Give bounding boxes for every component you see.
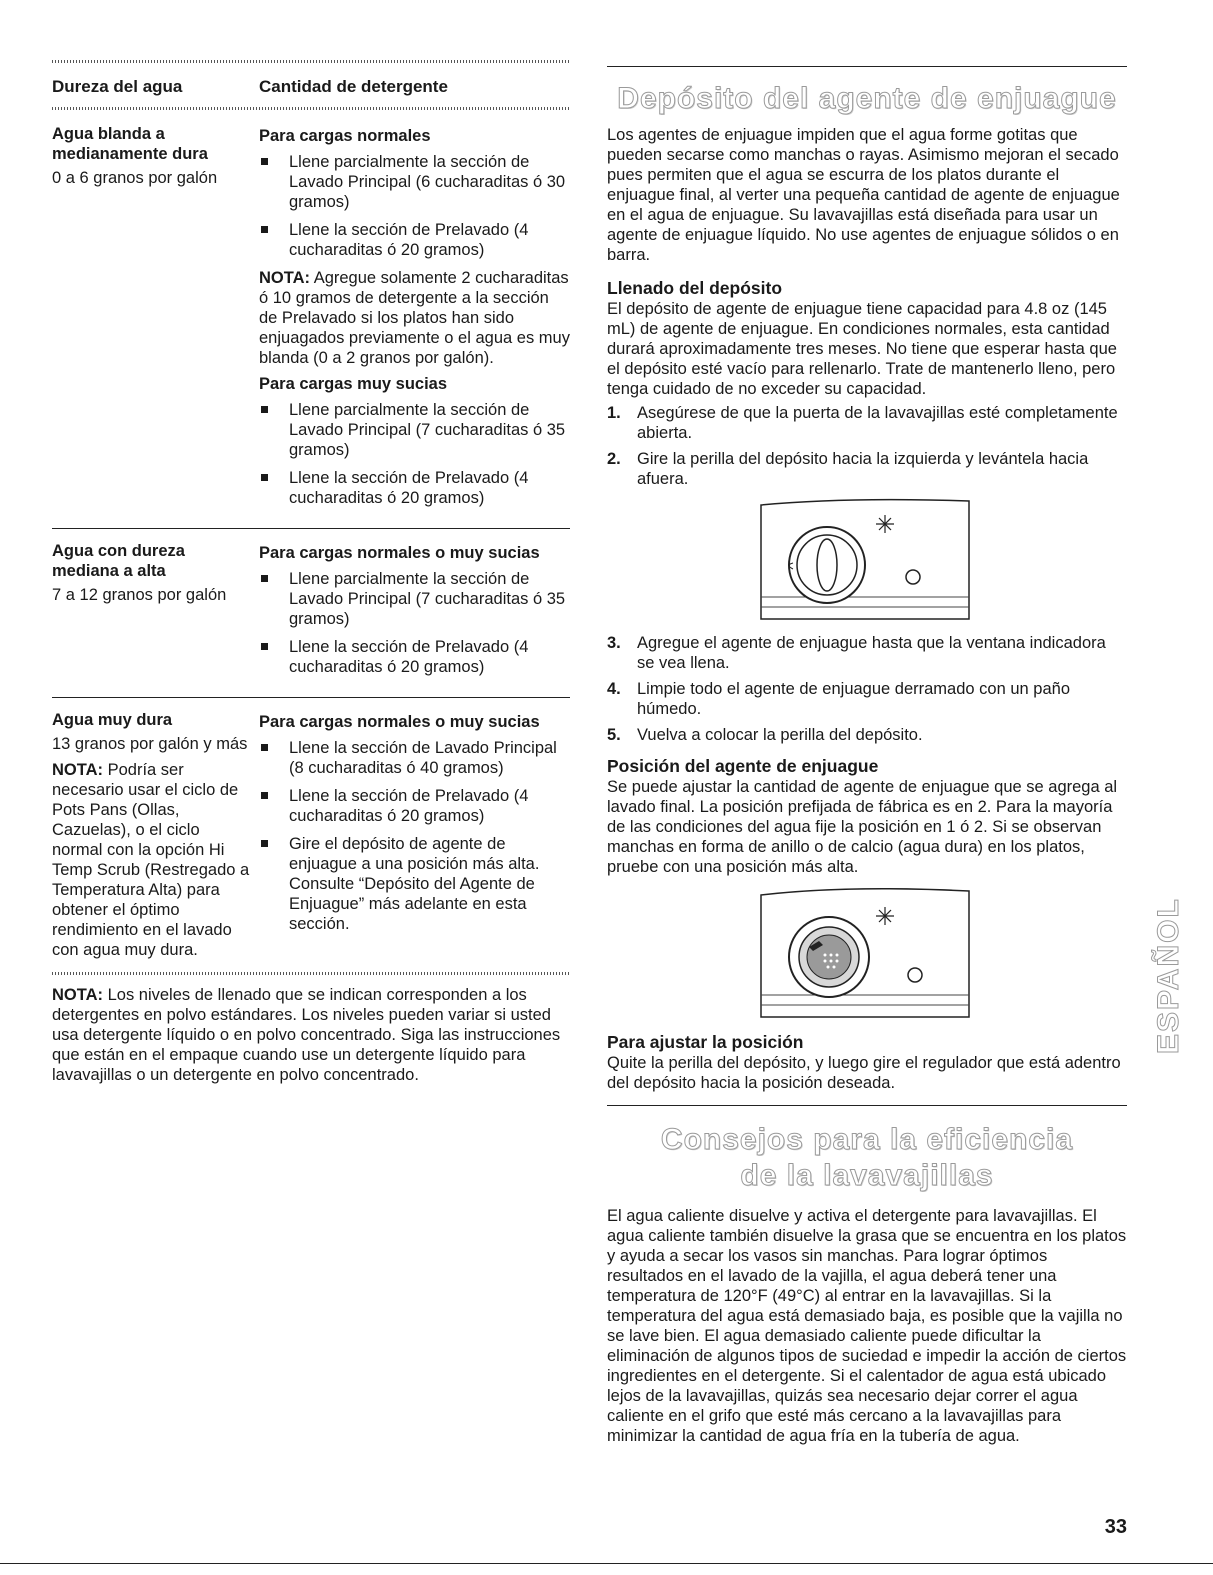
load-type-title: Para cargas normales — [259, 127, 431, 145]
list-item: Llene la sección de Prelavado (4 cucharaditas ó 20 gramos) — [259, 637, 570, 677]
hardness-value: 13 granos por galón y más — [52, 735, 248, 753]
load-type-title: Para cargas normales o muy sucias — [259, 544, 540, 562]
fill-text: El depósito de agente de enjuague tiene capacidad para 4.8 oz (145 mL) de agente de enjuague. En condiciones normales, esta cantidad durará aproximadamente tres meses. No tiene que esperar hasta que el depósito esté vacío para rellenarlo. Trate de mantenerlo lleno, pero tenga cuidado de no exceder su capacidad. — [607, 300, 1117, 398]
load-type-title: Para cargas normales o muy sucias — [259, 713, 540, 731]
side-tab-label: ESPAÑOL — [1152, 897, 1185, 1054]
fill-heading: Llenado del depósito — [607, 278, 783, 298]
hardness-title: Agua blanda a medianamente dura — [52, 125, 208, 163]
table-header-row — [52, 63, 570, 107]
detergent-table-column — [52, 60, 570, 1085]
hard-water-note — [52, 760, 251, 960]
note-label: NOTA: — [52, 761, 104, 779]
step-number: 3. — [607, 634, 621, 652]
section-rule — [607, 1105, 1127, 1106]
rinse-intro: Los agentes de enjuague impiden que el agua forme gotitas que pueden secarse como manchas o rayas. Asimismo mejoran el secado pues permiten que el agua se escurra de los platos durante el enjuague final, al verter una pequeña cantidad de agente de enjuague en el agua de enjuague. Su lavavajillas está diseñada para usar un agente de enjuague líquido. No use agentes de enjuague sólidos o en barra. — [607, 126, 1120, 264]
section-title-rinse-aid: Depósito del agente de enjuague — [617, 82, 1117, 115]
section-title-tips-line1: Consejos para la eficiencia — [660, 1123, 1074, 1156]
page-bottom-rule — [0, 1563, 1213, 1564]
table-bottom-rule — [52, 972, 570, 975]
fill-steps-list — [607, 403, 1127, 489]
hardness-value: 0 a 6 granos por galón — [52, 169, 218, 187]
table-row — [52, 698, 570, 972]
rinse-dispenser-illustration — [757, 497, 975, 625]
list-item — [607, 679, 1127, 719]
section-rule — [607, 66, 1127, 67]
list-item — [607, 633, 1127, 673]
tips-text: El agua caliente disuelve y activa el detergente para lavavajillas. El agua caliente también disuelve la grasa que se encuentra en los platos y ayuda a secar los vasos sin manchas. Para lograr óptimos resultados en el lavado de la vajilla, el agua deberá tener una temperatura de 120°F (49°C) al entrar en la lavavajillas. Si la temperatura del agua está demasiado baja, es posible que la vajilla no se lave bien. El agua demasiado caliente puede dificultar la eliminación de algunos tipos de suciedad e impedir la acción de ciertos ingredientes en el detergente. Si el calentador de agua está ubicado lejos de la lavavajillas, quizás sea necesario dejar correr el agua caliente en el grifo que esté más cercano a la lavavajillas para minimizar la cantidad de agua fría en la tubería de agua. — [607, 1207, 1127, 1445]
list-item — [607, 449, 1127, 489]
rinse-setting-dial-illustration — [757, 885, 975, 1023]
list-item: Llene la sección de Prelavado (4 cucharaditas ó 20 gramos) — [259, 786, 570, 826]
list-item: Llene la sección de Prelavado (4 cucharaditas ó 20 gramos) — [259, 220, 570, 260]
header-hardness: Dureza del agua — [52, 77, 183, 96]
step-text: Gire la perilla del depósito hacia la izquierda y levántela hacia afuera. — [637, 450, 1089, 488]
note-text: Podría ser necesario usar el ciclo de Pots Pans (Ollas, Cazuelas), o el ciclo normal con la opción Hi Temp Scrub (Restregado a Temperatura Alta) para obtener el óptimo rendimiento en el lavado con agua muy dura. — [52, 761, 250, 959]
section-title-tips-line2: de la lavavajillas — [740, 1159, 994, 1192]
table-row — [52, 110, 570, 528]
list-item: Llene parcialmente la sección de Lavado Principal (7 cucharaditas ó 35 gramos) — [259, 569, 570, 629]
prewash-note — [259, 268, 570, 368]
list-item: Llene parcialmente la sección de Lavado Principal (7 cucharaditas ó 35 gramos) — [259, 400, 570, 460]
adjust-text: Quite la perilla del depósito, y luego gire el regulador que está adentro del depósito hacia la posición deseada. — [607, 1054, 1121, 1092]
position-text: Se puede ajustar la cantidad de agente de enjuague que se agrega al lavado final. La posición prefijada de fábrica es en 2. Para la mayoría de las condiciones del agua fije la posición en 1 ó 2. Si se observan manchas en forma de anillo o de calcio (agua dura) en los platos, pruebe con una posición más alta. — [607, 778, 1118, 876]
language-side-tab — [1150, 818, 1186, 1058]
adjust-heading: Para ajustar la posición — [607, 1032, 804, 1052]
hardness-title: Agua con dureza mediana a alta — [52, 542, 185, 580]
header-detergent-amount: Cantidad de detergente — [259, 77, 448, 96]
list-item: Llene la sección de Prelavado (4 cucharaditas ó 20 gramos) — [259, 468, 570, 508]
step-number: 5. — [607, 726, 621, 744]
step-number: 4. — [607, 680, 621, 698]
step-number: 2. — [607, 450, 621, 468]
list-item: Llene parcialmente la sección de Lavado Principal (6 cucharaditas ó 30 gramos) — [259, 152, 570, 212]
hardness-title: Agua muy dura — [52, 711, 173, 729]
fill-levels-note — [52, 985, 570, 1085]
load-type-title: Para cargas muy sucias — [259, 375, 448, 393]
step-text: Asegúrese de que la puerta de la lavavajillas esté completamente abierta. — [637, 404, 1118, 442]
list-item — [607, 403, 1127, 443]
note-text: Los niveles de llenado que se indican corresponden a los detergentes en polvo estándares. Los niveles pueden variar si usted usa detergente líquido o en polvo concentrado. Siga las instrucciones que están en el empaque cuando use un detergente líquido para lavavajillas o un detergente en polvo concentrado. — [52, 986, 561, 1084]
note-label: NOTA: — [52, 986, 104, 1004]
step-text: Limpie todo el agente de enjuague derramado con un paño húmedo. — [637, 680, 1070, 718]
table-row — [52, 529, 570, 697]
list-item: Gire el depósito de agente de enjuague a una posición más alta. Consulte “Depósito del Agente de Enjuague” más adelante en esta sección. — [259, 834, 570, 934]
note-text: Agregue solamente 2 cucharaditas ó 10 gramos de detergente a la sección de Prelavado si los platos han sido enjuagados previamente o el agua es muy blanda (0 a 2 granos por galón). — [259, 269, 570, 367]
step-text: Agregue el agente de enjuague hasta que la ventana indicadora se vea llena. — [637, 634, 1106, 672]
position-heading: Posición del agente de enjuague — [607, 756, 879, 776]
page-number: 33 — [1104, 1516, 1127, 1538]
step-text: Vuelva a colocar la perilla del depósito. — [637, 726, 923, 744]
list-item: Llene la sección de Lavado Principal (8 cucharaditas ó 40 gramos) — [259, 738, 570, 778]
note-label: NOTA: — [259, 269, 311, 287]
list-item — [607, 725, 1127, 745]
hardness-value: 7 a 12 granos por galón — [52, 586, 227, 604]
step-number: 1. — [607, 404, 621, 422]
rinse-aid-column — [607, 66, 1127, 1446]
refill-steps-list — [607, 633, 1127, 745]
